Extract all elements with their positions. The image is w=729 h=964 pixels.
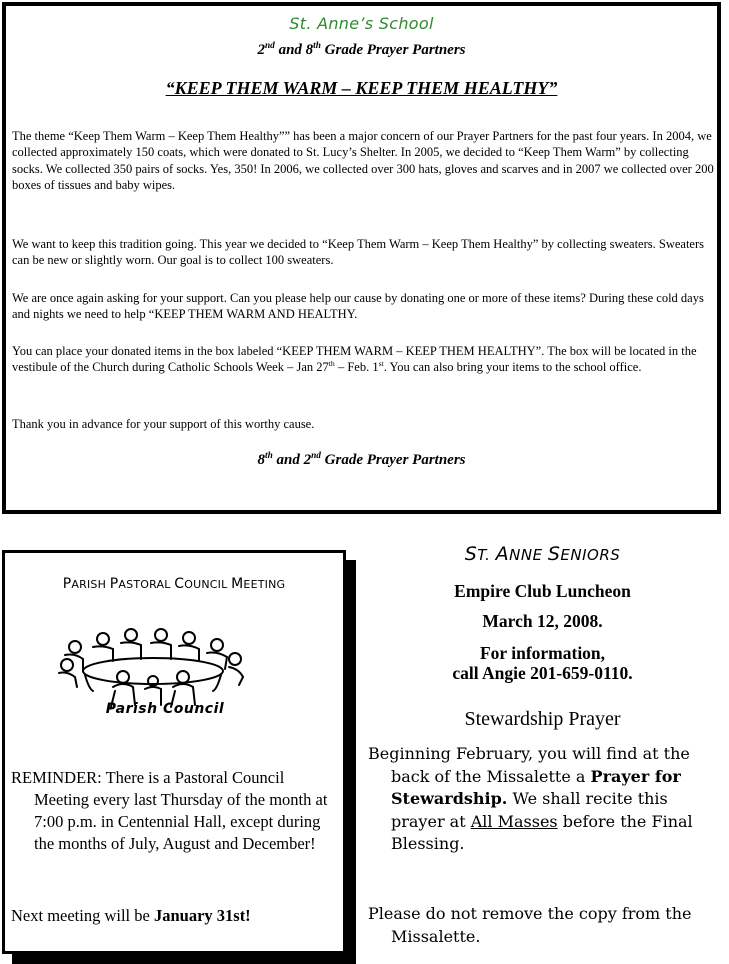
signature-line: 8th and 2nd Grade Prayer Partners: [257, 451, 466, 468]
school-title: St. Anne’s School: [289, 14, 434, 33]
seniors-event: Empire Club Luncheon: [454, 581, 631, 601]
paragraph-support: We are once again asking for your support. Can you please help our cause by donating one or more of these items? During these cold days and nights we need to help “KEEP THEM WARM AND HEALTHY.: [12, 291, 704, 322]
parish-council-box: [2, 550, 346, 954]
paragraph-thanks: Thank you in advance for your support of this worthy cause.: [12, 417, 315, 431]
seniors-title: ST. ANNE SENIORS: [464, 543, 621, 565]
stewardship-title: Stewardship Prayer: [464, 708, 621, 730]
next-meeting: Next meeting will be January 31st!: [11, 906, 251, 925]
theme-title: “KEEP THEM WARM – KEEP THEM HEALTHY”: [165, 78, 558, 98]
seniors-info-line1: For information,: [479, 643, 606, 663]
council-reminder: REMINDER: There is a Pastoral Council Meeting every last Thursday of the month at 7:00 p.m. in Centennial Hall, except during the months of July, August and December!: [11, 768, 328, 853]
next-meeting-date: January 31st!: [153, 906, 251, 925]
seniors-contact: [360, 643, 725, 683]
seniors-date: March 12, 2008.: [482, 611, 603, 631]
seniors-info-line2: call Angie 201-659-0110.: [452, 663, 633, 683]
stewardship-paragraph: Beginning February, you will find at the back of the Missalette a Prayer for Stewardship. We shall recite this prayer at All Masses before the Final Blessing.: [368, 744, 693, 853]
paragraph-donation-box: You can place your donated items in the box labeled “KEEP THEM WARM – KEEP THEM HEALTHY”. The box will be located in the vestibule of the Church during Catholic Schools Week – Jan 27th – Feb. 1st. You can also bring your items to the school office.: [12, 344, 697, 375]
council-image-label: Parish Council: [105, 701, 225, 717]
all-masses: All Masses: [470, 811, 558, 831]
grade-title: 2nd and 8th Grade Prayer Partners: [257, 41, 466, 58]
paragraph-history: The theme “Keep Them Warm – Keep Them Healthy”” has been a major concern of our Prayer Partners for the past four years. In 2004, we collected approximately 150 coats, which were donated to St. Lucy’s Shelter. In 2005, we decided to “Keep Them Warm” by collecting socks. We collected 350 pairs of socks. Yes, 350! In 2006, we collected over 300 hats, gloves and scarves and in 2007 we collected over 200 boxes of tissues and baby wipes.: [12, 129, 714, 193]
prayer-partners-box: [2, 2, 721, 514]
paragraph-sweaters: We want to keep this tradition going. This year we decided to “Keep Them Warm – Keep Them Healthy” by collecting sweaters. Sweaters can be new or slightly worn. Our goal is to collect 100 sweaters.: [12, 237, 704, 268]
prayer-for-stewardship: Prayer for Stewardship.: [391, 766, 681, 808]
council-title: PARISH PASTORAL COUNCIL MEETING: [62, 576, 286, 592]
stewardship-note: Please do not remove the copy from the Missalette.: [368, 904, 692, 946]
